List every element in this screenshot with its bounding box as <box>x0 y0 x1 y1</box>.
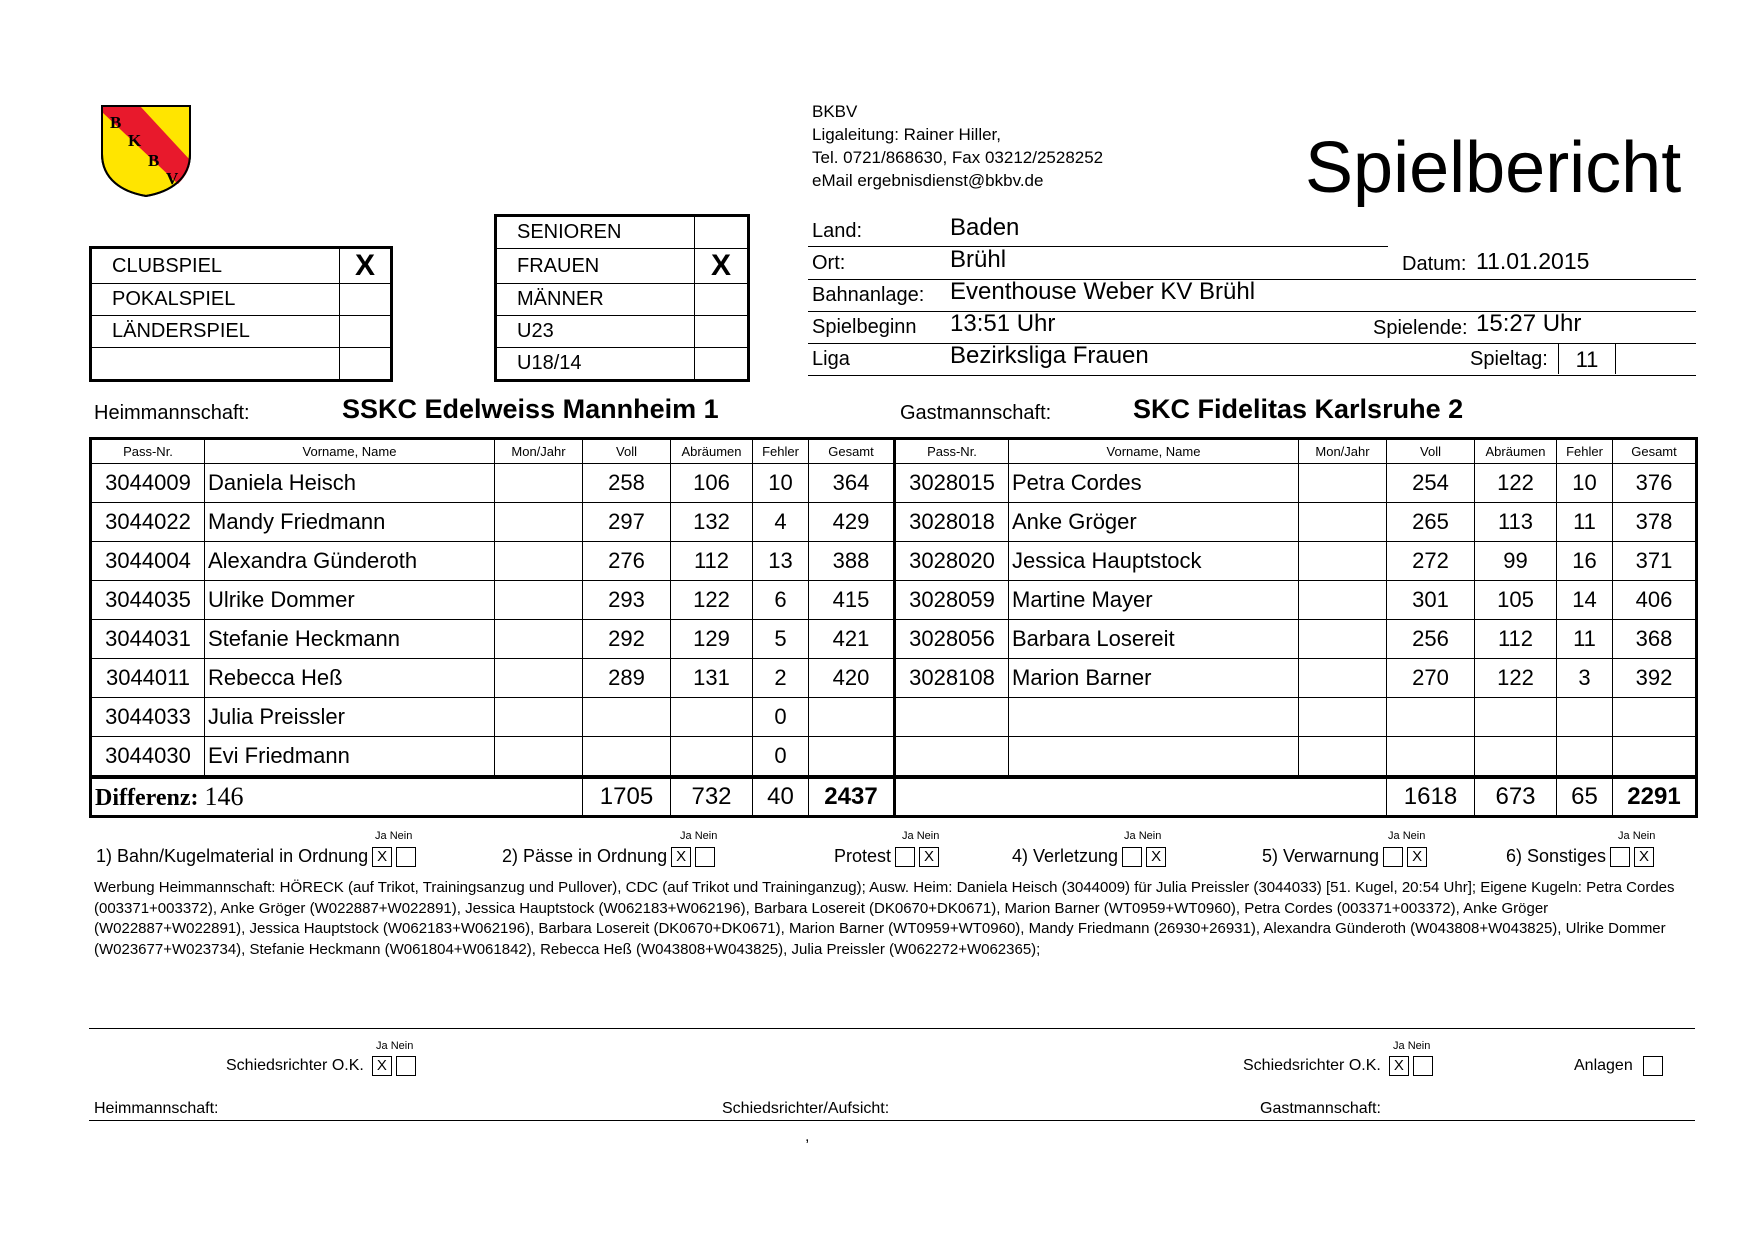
ja-checkbox[interactable]: X <box>1389 1056 1409 1076</box>
referee-signature-label: Schiedsrichter/Aufsicht: <box>722 1100 890 1117</box>
bahnanlage-value: Eventhouse Weber KV Brühl <box>950 278 1256 305</box>
column-header: Fehler <box>753 439 809 464</box>
guest-voll-cell: 272 <box>1387 542 1475 581</box>
nein-checkbox[interactable] <box>695 847 715 867</box>
divider <box>808 375 1696 376</box>
guest-abraeumen-cell: 105 <box>1475 581 1557 620</box>
home-mon-jahr-cell <box>495 659 583 698</box>
guest-fehler-cell: 16 <box>1557 542 1613 581</box>
guest-pass-nr-cell: 3028108 <box>895 659 1009 698</box>
table-header <box>91 439 1697 464</box>
header-contact <box>812 100 1103 192</box>
referee-ok-row <box>1243 1056 1433 1076</box>
home-gesamt-cell <box>809 698 895 737</box>
guest-voll-cell: 254 <box>1387 464 1475 503</box>
home-abraeumen-cell: 112 <box>671 542 753 581</box>
logo-letter: B <box>148 151 160 170</box>
category-mark[interactable] <box>695 284 749 316</box>
column-header: Vorname, Name <box>1009 439 1299 464</box>
guest-abraeumen-cell: 122 <box>1475 464 1557 503</box>
guest-team-label: Gastmannschaft: <box>900 402 1052 424</box>
guest-name-cell: Jessica Hauptstock <box>1009 542 1299 581</box>
home-name-cell: Mandy Friedmann <box>205 503 495 542</box>
category-mark[interactable] <box>695 348 749 381</box>
guest-mon-jahr-cell <box>1299 464 1387 503</box>
difference-value: 146 <box>204 782 244 811</box>
guest-name-cell <box>1009 698 1299 737</box>
home-name-cell: Evi Friedmann <box>205 737 495 778</box>
guest-name-cell <box>1009 737 1299 778</box>
home-name-cell: Alexandra Günderoth <box>205 542 495 581</box>
guest-total-gesamt: 2291 <box>1613 777 1697 817</box>
column-header: Fehler <box>1557 439 1613 464</box>
ja-checkbox[interactable]: X <box>671 847 691 867</box>
home-abraeumen-cell: 122 <box>671 581 753 620</box>
home-fehler-cell: 10 <box>753 464 809 503</box>
home-pass-nr-cell: 3044033 <box>91 698 205 737</box>
totals-row <box>91 777 1697 817</box>
column-header: Gesamt <box>809 439 895 464</box>
nein-checkbox[interactable] <box>1413 1056 1433 1076</box>
home-gesamt-cell: 364 <box>809 464 895 503</box>
home-name-cell: Rebecca Heß <box>205 659 495 698</box>
home-abraeumen-cell: 132 <box>671 503 753 542</box>
comma-mark: , <box>805 1128 810 1145</box>
home-total-voll: 1705 <box>583 777 671 817</box>
guest-gesamt-cell: 378 <box>1613 503 1697 542</box>
question-label: 2) Pässe in Ordnung <box>502 846 668 866</box>
guest-total-voll: 1618 <box>1387 777 1475 817</box>
home-fehler-cell: 13 <box>753 542 809 581</box>
home-gesamt-cell: 420 <box>809 659 895 698</box>
home-abraeumen-cell <box>671 698 753 737</box>
home-fehler-cell: 2 <box>753 659 809 698</box>
spieltag-label: Spieltag: <box>1470 348 1548 370</box>
question-row <box>1012 846 1166 867</box>
guest-fehler-cell <box>1557 737 1613 778</box>
question-row <box>834 846 939 867</box>
column-header: Vorname, Name <box>205 439 495 464</box>
column-header: Voll <box>1387 439 1475 464</box>
ja-nein-label: Ja Nein <box>680 830 718 842</box>
question-row <box>502 846 715 867</box>
home-name-cell: Julia Preissler <box>205 698 495 737</box>
category-label: SENIOREN <box>496 216 695 249</box>
home-mon-jahr-cell <box>495 620 583 659</box>
game-type-mark[interactable]: X <box>340 248 392 284</box>
guest-fehler-cell <box>1557 698 1613 737</box>
home-fehler-cell: 5 <box>753 620 809 659</box>
game-type-label: LÄNDERSPIEL <box>91 316 340 348</box>
question-row <box>1262 846 1427 867</box>
game-type-label: POKALSPIEL <box>91 284 340 316</box>
spielbeginn-value: 13:51 Uhr <box>950 310 1056 337</box>
home-abraeumen-cell <box>671 737 753 778</box>
home-mon-jahr-cell <box>495 542 583 581</box>
column-header: Abräumen <box>671 439 753 464</box>
guest-pass-nr-cell: 3028018 <box>895 503 1009 542</box>
guest-fehler-cell: 10 <box>1557 464 1613 503</box>
ja-nein-label: Ja Nein <box>376 1040 414 1052</box>
guest-fehler-cell: 3 <box>1557 659 1613 698</box>
question-label: 5) Verwarnung <box>1262 846 1380 866</box>
home-mon-jahr-cell <box>495 464 583 503</box>
category-label: U18/14 <box>496 348 695 381</box>
column-header: Mon/Jahr <box>495 439 583 464</box>
home-mon-jahr-cell <box>495 581 583 620</box>
ja-checkbox[interactable] <box>1610 847 1630 867</box>
table-row <box>91 659 1697 698</box>
liga-label: Liga <box>812 348 850 370</box>
liga-leitung: Ligaleitung: Rainer Hiller, <box>812 125 1001 144</box>
remarks-text: Werbung Heimmannschaft: HÖRECK (auf Trikot, Trainingsanzug und Pullover), CDC (auf Trikot und Traininganzug); Ausw. Heim: Daniela Heisch (3044009) für Julia Preissler (3044033) [51. Kugel, 20:54 Uhr]; Eigene Kugeln: Petra Cordes (003371+003372), Anke Gröger (W022887+W022891), Jessica Hauptstock (W062183+W062196), Barbara Losereit (DK0670+DK0671), Marion Barner (WT0959+WT0960), Petra Cordes (003371+003372), Anke Gröger (W022887+W022891), Jessica Hauptstock (W062183+W062196), Barbara Losereit (DK0670+DK0671), Marion Barner (WT0959+WT0960), Mandy Friedmann (26930+26931), Alexandra Günderoth (W043808+W043825), Ulrike Dommer (W023677+W023734), Stefanie Heckmann (W061804+W061842), Rebecca Heß (W043808+W043825), Julia Preissler (W062272+W062365); <box>94 879 1675 958</box>
ja-checkbox[interactable]: X <box>372 847 392 867</box>
question-label: Protest <box>834 846 892 866</box>
nein-checkbox[interactable]: X <box>1407 847 1427 867</box>
guest-voll-cell <box>1387 737 1475 778</box>
guest-abraeumen-cell <box>1475 737 1557 778</box>
anlagen-checkbox[interactable] <box>1643 1056 1663 1076</box>
land-label: Land: <box>812 220 863 242</box>
guest-gesamt-cell <box>1613 737 1697 778</box>
divider <box>89 1120 1695 1121</box>
email: eMail ergebnisdienst@bkbv.de <box>812 171 1044 190</box>
anlagen-label: Anlagen <box>1574 1057 1633 1075</box>
spielende-value: 15:27 Uhr <box>1476 310 1582 337</box>
guest-name-cell: Marion Barner <box>1009 659 1299 698</box>
category-mark[interactable]: X <box>695 249 749 284</box>
guest-voll-cell: 265 <box>1387 503 1475 542</box>
score-table <box>89 437 1698 818</box>
guest-pass-nr-cell <box>895 737 1009 778</box>
divider <box>808 246 1388 247</box>
category-label: MÄNNER <box>496 284 695 316</box>
guest-gesamt-cell: 368 <box>1613 620 1697 659</box>
guest-pass-nr-cell: 3028015 <box>895 464 1009 503</box>
column-header: Mon/Jahr <box>1299 439 1387 464</box>
guest-fehler-cell: 11 <box>1557 503 1613 542</box>
home-pass-nr-cell: 3044009 <box>91 464 205 503</box>
ja-checkbox[interactable] <box>895 847 915 867</box>
questions-row <box>96 830 1696 870</box>
org-name: BKBV <box>812 102 858 121</box>
guest-gesamt-cell: 371 <box>1613 542 1697 581</box>
difference-label: Differenz: <box>95 785 199 811</box>
bahnanlage-label: Bahnanlage: <box>812 284 925 306</box>
ja-checkbox[interactable]: X <box>372 1056 392 1076</box>
guest-abraeumen-cell: 112 <box>1475 620 1557 659</box>
guest-team-name: SKC Fidelitas Karlsruhe 2 <box>1133 394 1464 424</box>
referee-ok-label: Schiedsrichter O.K. <box>226 1057 364 1075</box>
home-pass-nr-cell: 3044004 <box>91 542 205 581</box>
home-team-label: Heimmannschaft: <box>94 402 250 424</box>
logo-letter: V <box>166 169 179 188</box>
home-fehler-cell: 6 <box>753 581 809 620</box>
home-name-cell: Daniela Heisch <box>205 464 495 503</box>
ja-nein-label: Ja Nein <box>1388 830 1426 842</box>
home-total-fehler: 40 <box>753 777 809 817</box>
datum-value: 11.01.2015 <box>1476 248 1590 274</box>
home-pass-nr-cell: 3044031 <box>91 620 205 659</box>
question-label: 6) Sonstiges <box>1506 846 1607 866</box>
home-gesamt-cell: 429 <box>809 503 895 542</box>
nein-checkbox[interactable]: X <box>1146 847 1166 867</box>
guest-abraeumen-cell: 113 <box>1475 503 1557 542</box>
guest-gesamt-cell: 392 <box>1613 659 1697 698</box>
page-title: Spielbericht <box>1305 128 1682 208</box>
guest-abraeumen-cell: 122 <box>1475 659 1557 698</box>
home-signature-label: Heimmannschaft: <box>94 1100 219 1117</box>
home-gesamt-cell: 388 <box>809 542 895 581</box>
ja-nein-label: Ja Nein <box>1124 830 1162 842</box>
guest-pass-nr-cell: 3028056 <box>895 620 1009 659</box>
home-voll-cell: 258 <box>583 464 671 503</box>
nein-checkbox[interactable] <box>396 1056 416 1076</box>
question-row <box>1506 846 1654 867</box>
guest-pass-nr-cell <box>895 698 1009 737</box>
nein-checkbox[interactable]: X <box>919 847 939 867</box>
ort-label: Ort: <box>812 252 846 274</box>
home-name-cell: Ulrike Dommer <box>205 581 495 620</box>
game-type-label <box>91 348 340 381</box>
spielbeginn-label: Spielbeginn <box>812 316 917 338</box>
home-team-name: SSKC Edelweiss Mannheim 1 <box>342 394 719 424</box>
guest-fehler-cell: 14 <box>1557 581 1613 620</box>
category-mark[interactable] <box>695 316 749 348</box>
home-mon-jahr-cell <box>495 698 583 737</box>
game-type-box <box>89 246 393 382</box>
ja-nein-label: Ja Nein <box>902 830 940 842</box>
table-row <box>91 737 1697 778</box>
home-abraeumen-cell: 129 <box>671 620 753 659</box>
guest-fehler-cell: 11 <box>1557 620 1613 659</box>
table-row <box>91 620 1697 659</box>
table-row <box>91 542 1697 581</box>
home-mon-jahr-cell <box>495 503 583 542</box>
guest-name-cell: Martine Mayer <box>1009 581 1299 620</box>
ja-checkbox[interactable] <box>1122 847 1142 867</box>
guest-voll-cell <box>1387 698 1475 737</box>
table-row <box>91 581 1697 620</box>
home-voll-cell: 293 <box>583 581 671 620</box>
home-fehler-cell: 0 <box>753 737 809 778</box>
table-row <box>91 503 1697 542</box>
guest-mon-jahr-cell <box>1299 698 1387 737</box>
home-fehler-cell: 4 <box>753 503 809 542</box>
guest-gesamt-cell: 376 <box>1613 464 1697 503</box>
home-voll-cell <box>583 737 671 778</box>
guest-mon-jahr-cell <box>1299 581 1387 620</box>
logo-letter: K <box>128 131 142 150</box>
divider <box>89 1028 1695 1029</box>
home-mon-jahr-cell <box>495 737 583 778</box>
column-header: Pass-Nr. <box>91 439 205 464</box>
question-row <box>96 846 416 867</box>
ja-nein-label: Ja Nein <box>1393 1040 1431 1052</box>
ort-value: Brühl <box>950 246 1007 273</box>
liga-value: Bezirksliga Frauen <box>950 342 1149 369</box>
guest-mon-jahr-cell <box>1299 503 1387 542</box>
anlagen-row <box>1574 1056 1663 1076</box>
guest-mon-jahr-cell <box>1299 620 1387 659</box>
home-gesamt-cell: 421 <box>809 620 895 659</box>
guest-pass-nr-cell: 3028020 <box>895 542 1009 581</box>
bkbv-logo <box>100 104 192 198</box>
home-pass-nr-cell: 3044030 <box>91 737 205 778</box>
guest-mon-jahr-cell <box>1299 542 1387 581</box>
question-label: 1) Bahn/Kugelmaterial in Ordnung <box>96 846 369 866</box>
category-mark[interactable] <box>695 216 749 249</box>
guest-gesamt-cell <box>1613 698 1697 737</box>
home-gesamt-cell: 415 <box>809 581 895 620</box>
game-type-mark[interactable] <box>340 316 392 348</box>
home-fehler-cell: 0 <box>753 698 809 737</box>
guest-name-cell: Petra Cordes <box>1009 464 1299 503</box>
home-voll-cell <box>583 698 671 737</box>
ja-checkbox[interactable] <box>1383 847 1403 867</box>
category-label: FRAUEN <box>496 249 695 284</box>
category-label: U23 <box>496 316 695 348</box>
table-row <box>91 464 1697 503</box>
referee-ok-label: Schiedsrichter O.K. <box>1243 1057 1381 1075</box>
guest-abraeumen-cell: 99 <box>1475 542 1557 581</box>
home-total-gesamt: 2437 <box>809 777 895 817</box>
guest-name-cell: Barbara Losereit <box>1009 620 1299 659</box>
logo-letter: B <box>110 113 122 132</box>
home-pass-nr-cell: 3044022 <box>91 503 205 542</box>
guest-voll-cell: 270 <box>1387 659 1475 698</box>
guest-total-spacer <box>895 777 1387 817</box>
guest-voll-cell: 301 <box>1387 581 1475 620</box>
land-value: Baden <box>950 214 1020 241</box>
game-type-mark[interactable] <box>340 284 392 316</box>
home-abraeumen-cell: 131 <box>671 659 753 698</box>
spielende-label: Spielende: <box>1373 317 1468 339</box>
guest-name-cell: Anke Gröger <box>1009 503 1299 542</box>
guest-signature-label: Gastmannschaft: <box>1260 1100 1381 1117</box>
column-header: Gesamt <box>1613 439 1697 464</box>
datum-label: Datum: <box>1402 253 1467 275</box>
home-voll-cell: 292 <box>583 620 671 659</box>
column-header: Voll <box>583 439 671 464</box>
guest-pass-nr-cell: 3028059 <box>895 581 1009 620</box>
guest-voll-cell: 256 <box>1387 620 1475 659</box>
column-header: Abräumen <box>1475 439 1557 464</box>
guest-total-fehler: 65 <box>1557 777 1613 817</box>
nein-checkbox[interactable] <box>396 847 416 867</box>
table-row <box>91 698 1697 737</box>
spieltag-value: 11 <box>1558 344 1616 374</box>
difference-cell <box>91 777 583 817</box>
category-box <box>494 214 750 382</box>
home-voll-cell: 289 <box>583 659 671 698</box>
home-voll-cell: 297 <box>583 503 671 542</box>
home-total-abraeumen: 732 <box>671 777 753 817</box>
home-name-cell: Stefanie Heckmann <box>205 620 495 659</box>
nein-checkbox[interactable]: X <box>1634 847 1654 867</box>
guest-total-abraeumen: 673 <box>1475 777 1557 817</box>
home-pass-nr-cell: 3044011 <box>91 659 205 698</box>
game-type-label: CLUBSPIEL <box>91 248 340 284</box>
home-gesamt-cell <box>809 737 895 778</box>
ja-nein-label: Ja Nein <box>375 830 413 842</box>
column-header: Pass-Nr. <box>895 439 1009 464</box>
question-label: 4) Verletzung <box>1012 846 1119 866</box>
guest-abraeumen-cell <box>1475 698 1557 737</box>
home-abraeumen-cell: 106 <box>671 464 753 503</box>
guest-gesamt-cell: 406 <box>1613 581 1697 620</box>
phone-fax: Tel. 0721/868630, Fax 03212/2528252 <box>812 148 1104 167</box>
game-type-mark[interactable] <box>340 348 392 381</box>
referee-ok-row <box>226 1056 416 1076</box>
ja-nein-label: Ja Nein <box>1618 830 1656 842</box>
guest-mon-jahr-cell <box>1299 737 1387 778</box>
guest-mon-jahr-cell <box>1299 659 1387 698</box>
home-pass-nr-cell: 3044035 <box>91 581 205 620</box>
home-voll-cell: 276 <box>583 542 671 581</box>
